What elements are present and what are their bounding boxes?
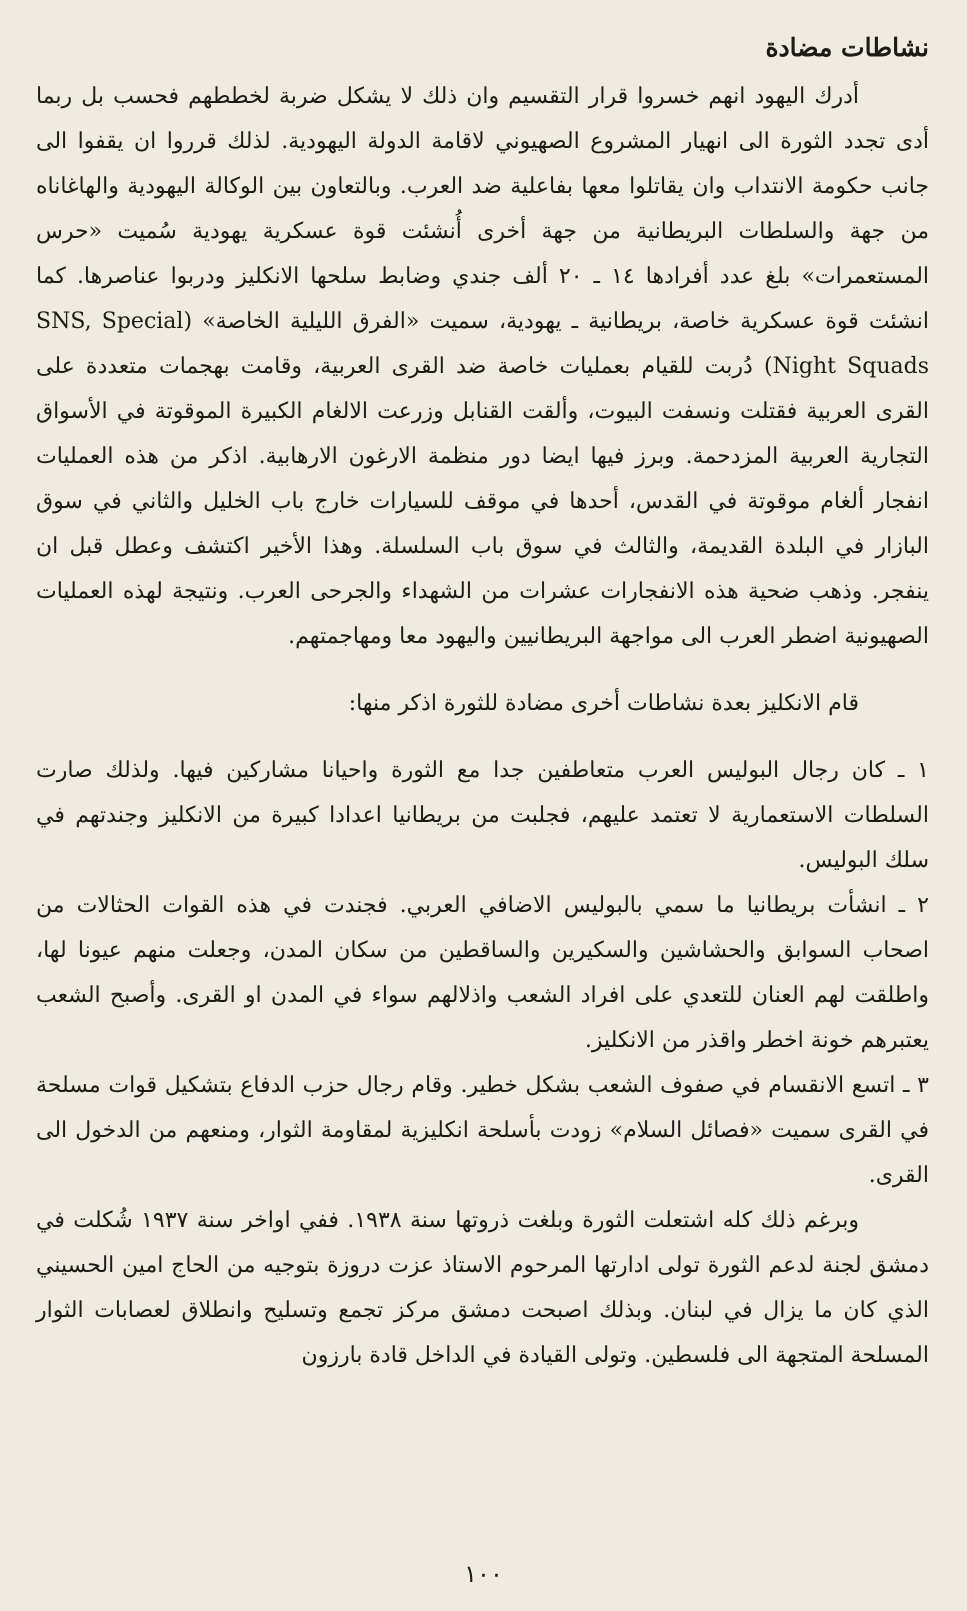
list-item-1-police: ١ ـ كان رجال البوليس العرب متعاطفين جدا مع الثورة واحيانا مشاركين فيها. ولذلك صارت السلطات الاستعمارية لا تعتمد عليهم، فجلبت من بريطانيا اعدادا كبيرة من الانكليز وجندتهم في سلك البوليس.	[36, 758, 929, 873]
list-item-3-peace-bands: ٣ ـ اتسع الانقسام في صفوف الشعب بشكل خطير. وقام رجال حزب الدفاع بتشكيل قوات مسلحة في القرى سميت «فصائل السلام» زودت بأسلحة انكليزية لمقاومة الثوار، ومنعهم من الدخول الى القرى.	[36, 1073, 929, 1188]
paragraph-revolt-peak: وبرغم ذلك كله اشتعلت الثورة وبلغت ذروتها سنة ١٩٣٨. ففي اواخر سنة ١٩٣٧ شُكلت في دمشق لجنة لدعم الثورة تولى ادارتها المرحوم الاستاذ عزت دروزة بتوجيه من الحاج امين الحسيني الذي كان ما يزال في لبنان. وبذلك اصبحت دمشق مركز تجمع وتسليح وانطلاق لعصابات الثوار المسلحة المتجهة الى فلسطين. وتولى القيادة في الداخل قادة بارزون	[36, 1208, 929, 1368]
page-number: ١٠٠	[464, 1560, 503, 1588]
paragraph-british-activities-intro: قام الانكليز بعدة نشاطات أخرى مضادة للثورة اذكر منها:	[348, 691, 859, 716]
list-item-2-auxiliary-police: ٢ ـ انشأت بريطانيا ما سمي بالبوليس الاضافي العربي. فجندت في هذه القوات الحثالات من اصحاب السوابق والحشاشين والسكيرين والساقطين من سكان المدن، وجعلت منهم عيونا لها، واطلقت لهم العنان للتعدي على افراد الشعب واذلالهم سواء في المدن او القرى. وأصبح الشعب يعتبرهم خونة اخطر واقذر من الانكليز.	[36, 893, 929, 1053]
page-body	[36, 74, 929, 1378]
section-heading: نشاطات مضادة	[765, 33, 929, 62]
paragraph-jewish-forces: أدرك اليهود انهم خسروا قرار التقسيم وان ذلك لا يشكل ضربة لخططهم فحسب بل ربما أدى تجدد الثورة الى انهيار المشروع الصهيوني لاقامة الدولة اليهودية. لذلك قرروا ان يقفوا الى جانب حكومة الانتداب وان يقاتلوا معها بفاعلية ضد العرب. وبالتعاون بين الوكالة اليهودية والهاغاناه من جهة والسلطات البريطانية من جهة أخرى أُنشئت قوة عسكرية يهودية سُميت «حرس المستعمرات» بلغ عدد أفرادها ١٤ ـ ٢٠ ألف جندي وضابط سلحها الانكليز ودربوا عناصرها. كما انشئت قوة عسكرية خاصة، بريطانية ـ يهودية، سميت «الفرق الليلية الخاصة» (SNS, Special Night Squads) دُربت للقيام بعمليات خاصة ضد القرى العربية، وقامت بهجمات متعددة على القرى العربية فقتلت ونسفت البيوت، وألقت القنابل وزرعت الالغام الكبيرة الموقوتة في الأسواق التجارية العربية المزدحمة. وبرز فيها ايضا دور منظمة الارغون الارهابية. اذكر من هذه العمليات انفجار ألغام موقوتة في القدس، أحدها في موقف للسيارات خارج باب الخليل والثاني في سوق البازار في البلدة القديمة، والثالث في سوق باب السلسلة. وهذا الأخير اكتشف وعطل قبل ان ينفجر. وذهب ضحية هذه الانفجارات عشرات من الشهداء والجرحى العرب. ونتيجة لهذه العمليات الصهيونية اضطر العرب الى مواجهة البريطانيين واليهود معا ومهاجمتهم.	[36, 84, 930, 649]
